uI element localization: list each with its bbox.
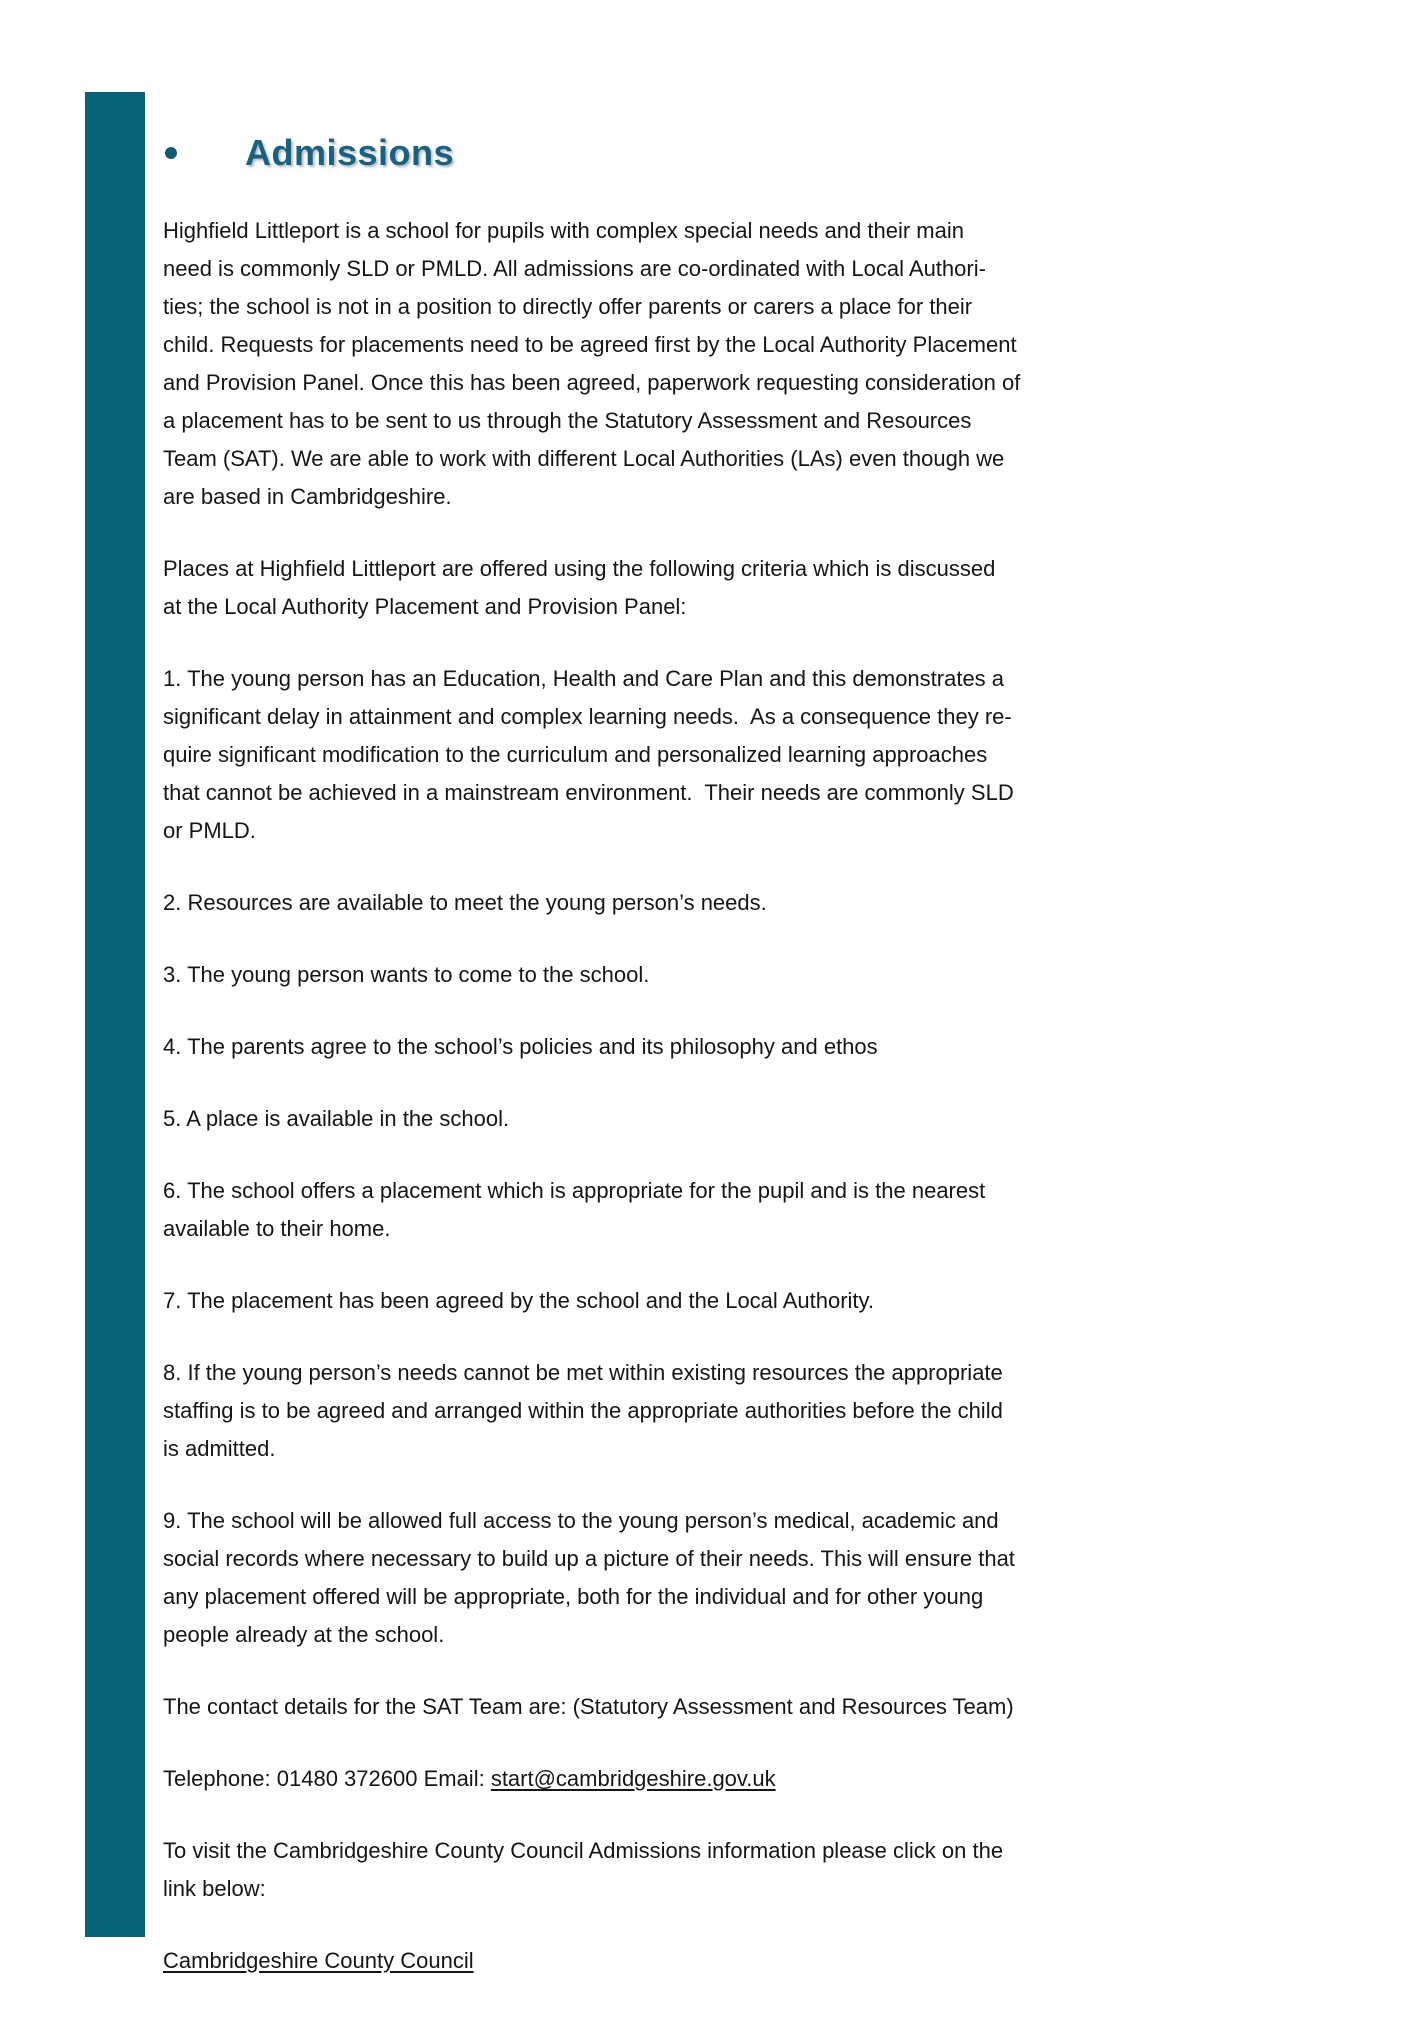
intro-paragraph — [163, 212, 1363, 516]
closing-paragraph — [163, 1832, 1363, 1908]
text-line: significant delay in attainment and complex learning needs. As a consequence they re- — [163, 704, 1012, 729]
text-line: Highfield Littleport is a school for pupils with complex special needs and their main — [163, 218, 964, 243]
text-line: Places at Highfield Littleport are offered using the following criteria which is discussed — [163, 556, 996, 581]
text-line: 6. The school offers a placement which is appropriate for the pupil and is the nearest — [163, 1178, 986, 1203]
text-line: available to their home. — [163, 1216, 391, 1241]
text-line: 7. The placement has been agreed by the school and the Local Authority. — [163, 1288, 875, 1313]
page-title: Admissions — [245, 132, 455, 173]
text-line: is admitted. — [163, 1436, 276, 1461]
bullet-icon — [165, 147, 177, 159]
admissions-heading — [163, 128, 1363, 178]
text-line: Team (SAT). We are able to work with different Local Authorities (LAs) even though we — [163, 446, 1005, 471]
criteria-item-7 — [163, 1282, 1363, 1320]
text-line: child. Requests for placements need to be agreed first by the Local Authority Placement — [163, 332, 1017, 357]
criteria-intro-paragraph — [163, 550, 1363, 626]
document-content — [163, 0, 1363, 1980]
text-line: 2. Resources are available to meet the young person’s needs. — [163, 890, 767, 915]
text-line: people already at the school. — [163, 1622, 445, 1647]
text-line: are based in Cambridgeshire. — [163, 484, 452, 509]
council-link[interactable]: Cambridgeshire County Council — [163, 1948, 474, 1973]
text-line: ties; the school is not in a position to directly offer parents or carers a place for their — [163, 294, 973, 319]
text-line: The contact details for the SAT Team are: (Statutory Assessment and Resources Team) — [163, 1694, 1014, 1719]
text-line: 9. The school will be allowed full access to the young person’s medical, academic and — [163, 1508, 999, 1533]
text-line: at the Local Authority Placement and Provision Panel: — [163, 594, 687, 619]
text-line: 3. The young person wants to come to the school. — [163, 962, 650, 987]
criteria-item-1 — [163, 660, 1363, 850]
criteria-item-3 — [163, 956, 1363, 994]
contact-paragraph — [163, 1688, 1363, 1726]
text-line: any placement offered will be appropriate, both for the individual and for other young — [163, 1584, 984, 1609]
text-line — [163, 1760, 1363, 1798]
left-accent-bar — [85, 92, 145, 1937]
criteria-item-6 — [163, 1172, 1363, 1248]
telephone-email-line — [163, 1760, 1363, 1798]
text-line: social records where necessary to build up a picture of their needs. This will ensure that — [163, 1546, 1015, 1571]
text-line: To visit the Cambridgeshire County Council Admissions information please click on the — [163, 1838, 1004, 1863]
criteria-item-5 — [163, 1100, 1363, 1138]
text-line: 8. If the young person’s needs cannot be met within existing resources the appropriate — [163, 1360, 1003, 1385]
text-line: 5. A place is available in the school. — [163, 1106, 510, 1131]
email-link[interactable]: start@cambridgeshire.gov.uk — [490, 1766, 776, 1791]
criteria-item-4 — [163, 1028, 1363, 1066]
text-line — [163, 1942, 1363, 1980]
criteria-item-8 — [163, 1354, 1363, 1468]
text-line: staffing is to be agreed and arranged within the appropriate authorities before the child — [163, 1398, 1003, 1423]
text-line: that cannot be achieved in a mainstream environment. Their needs are commonly SLD — [163, 780, 1014, 805]
text-line: a placement has to be sent to us through the Statutory Assessment and Resources — [163, 408, 972, 433]
telephone-text: Telephone: 01480 372600 Email: — [163, 1766, 491, 1791]
criteria-item-9 — [163, 1502, 1363, 1654]
text-line: need is commonly SLD or PMLD. All admissions are co-ordinated with Local Authori- — [163, 256, 986, 281]
text-line: or PMLD. — [163, 818, 256, 843]
text-line: quire significant modification to the curriculum and personalized learning approaches — [163, 742, 988, 767]
text-line: link below: — [163, 1876, 266, 1901]
council-link-row — [163, 1942, 1363, 1980]
text-line: and Provision Panel. Once this has been agreed, paperwork requesting consideration of — [163, 370, 1021, 395]
text-line: 4. The parents agree to the school’s policies and its philosophy and ethos — [163, 1034, 878, 1059]
criteria-item-2 — [163, 884, 1363, 922]
text-line: 1. The young person has an Education, Health and Care Plan and this demonstrates a — [163, 666, 1005, 691]
